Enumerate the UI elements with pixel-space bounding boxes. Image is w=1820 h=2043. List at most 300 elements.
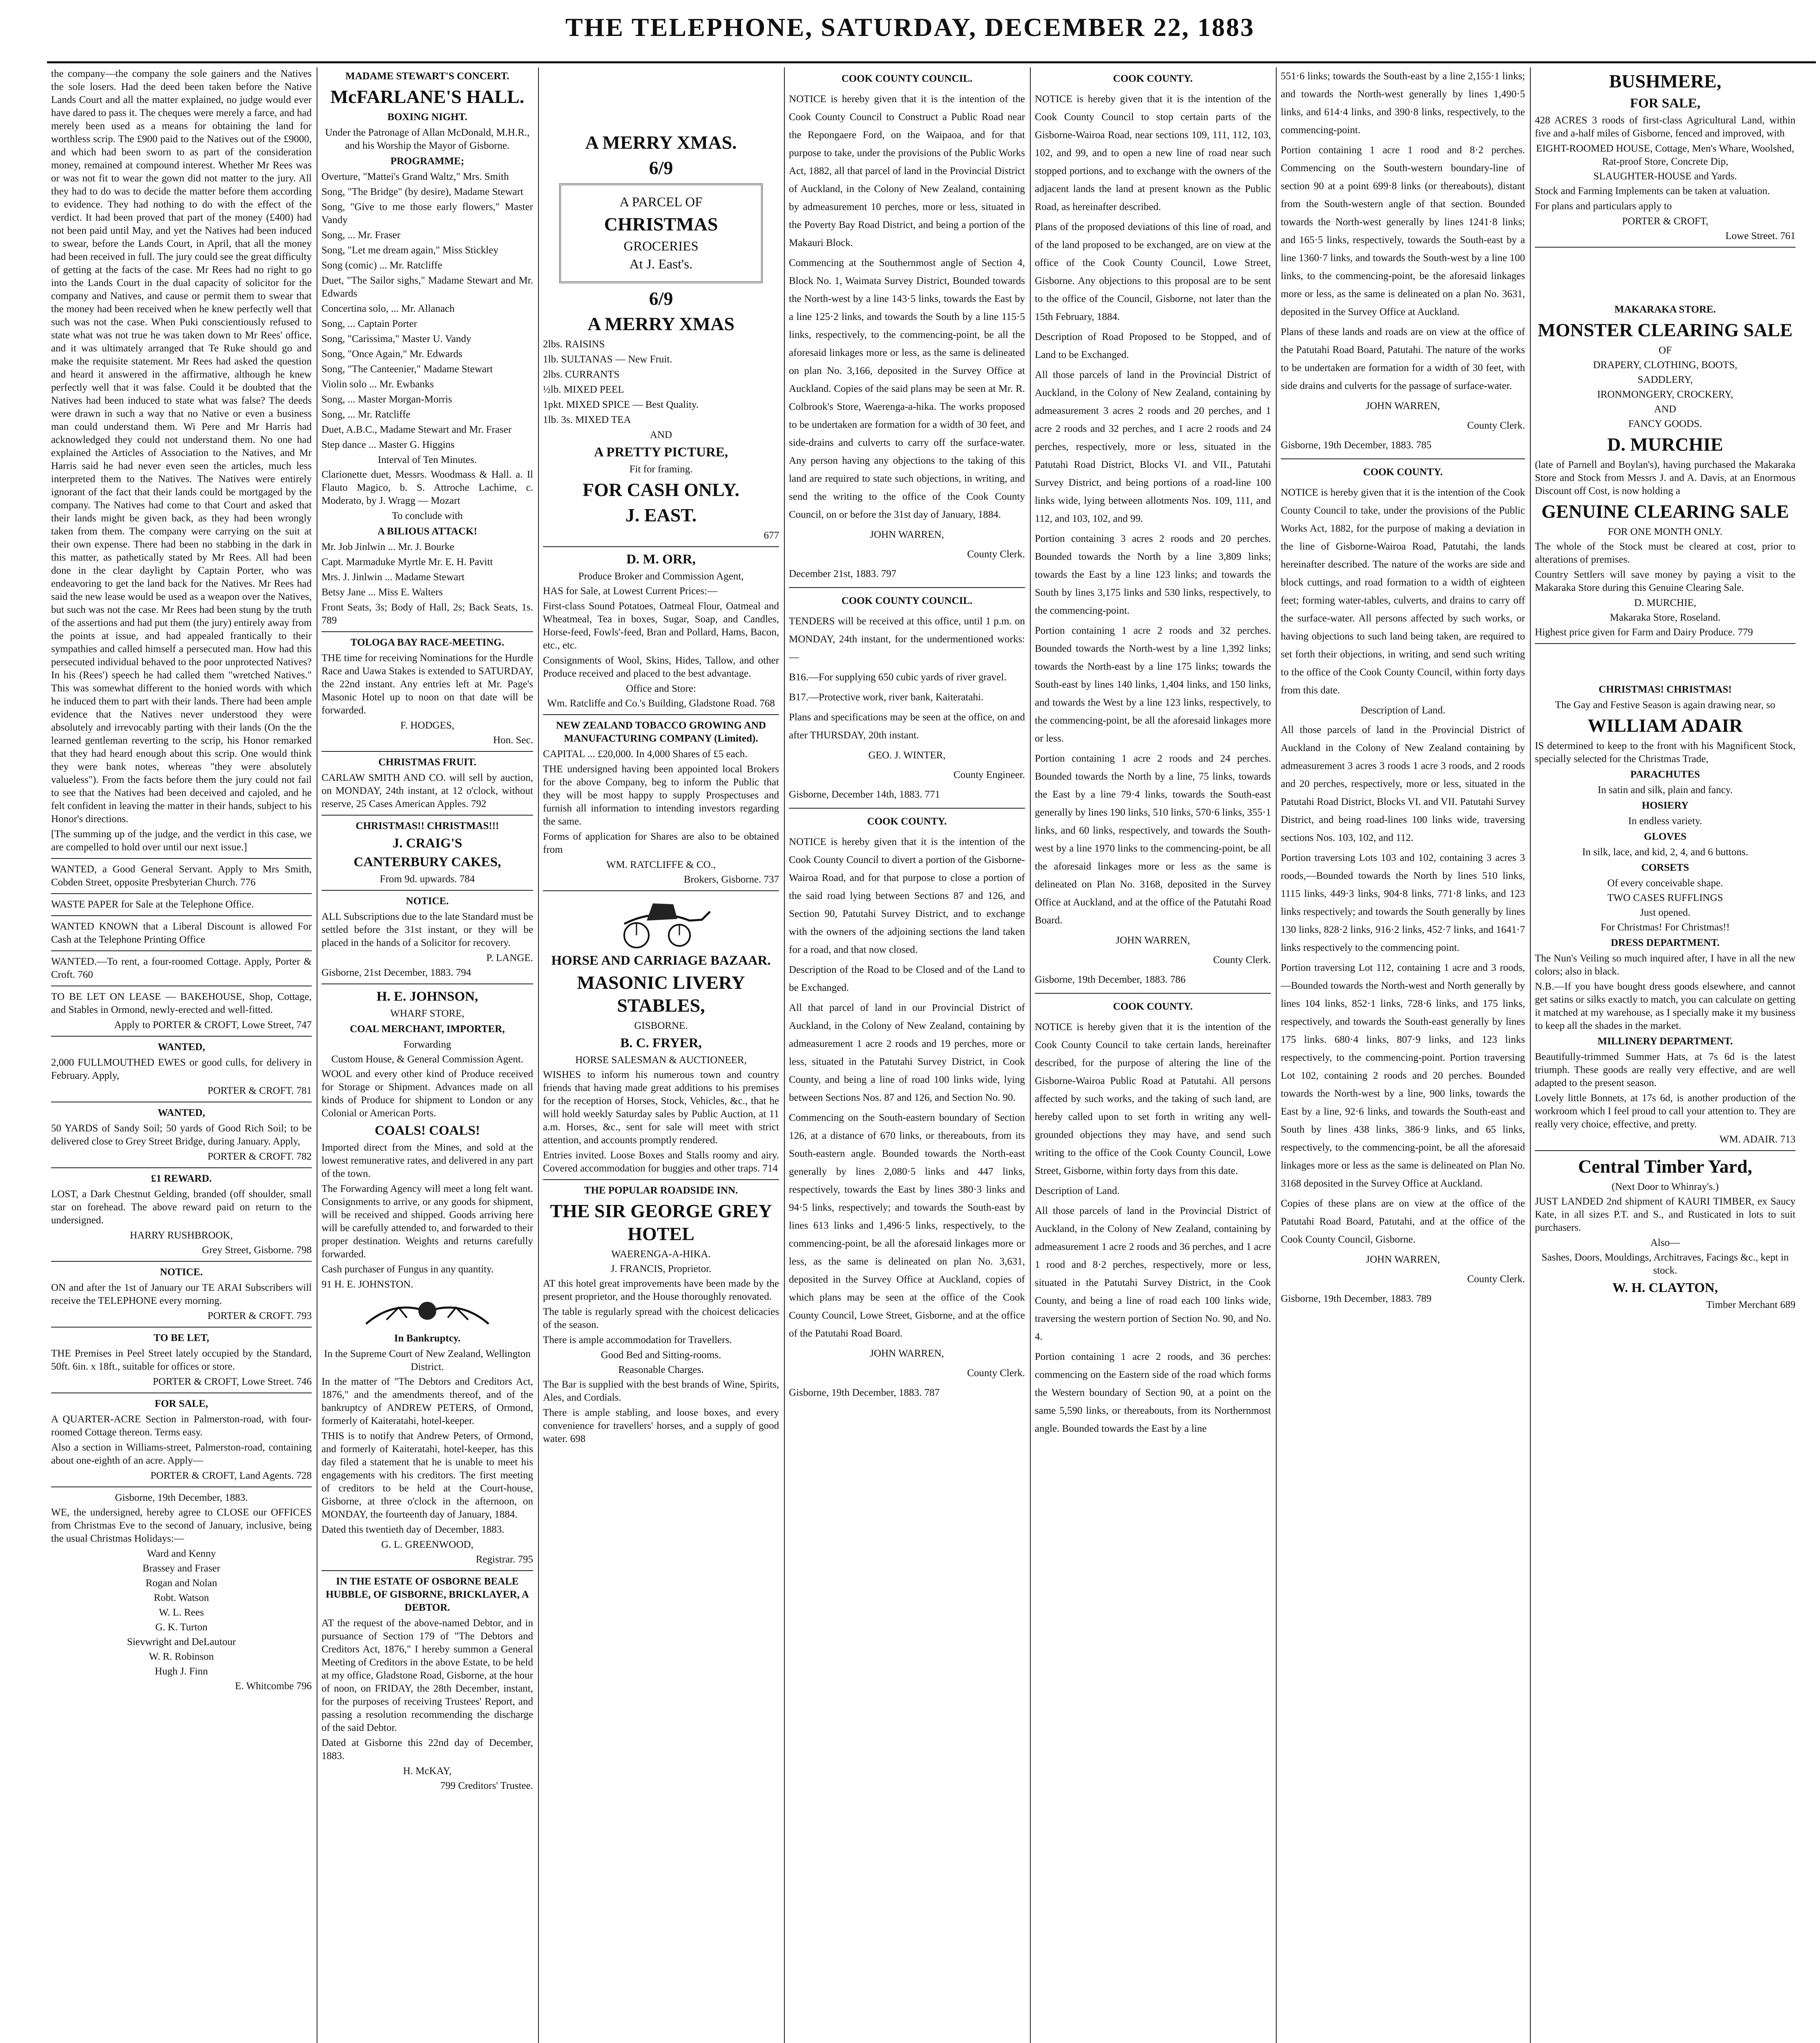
ad-signature: Hon. Sec. [493, 735, 533, 746]
ad-text: Entries invited. Loose Boxes and Stalls roomy and airy. Covered accommodation for buggies and other traps. 714 [543, 1150, 779, 1174]
ad-text: All those parcels of land in the Provincial District of Auckland, in the Colony of New Zealand, containing by admeasurement 3 acres 2 roods and 20 perches, and 1 acre 2 roods and 32 perches, and 1 acre 2 roods and 24 perches, respectively, more or less, situated in the Patutahi Road District, Blocks VI. and VII., Patutahi Survey District, and being portions of a road-line 100 links wide, lying between allotments Nos. 109, 111, and 112, and 103, 102, and 99. [1035, 369, 1271, 524]
ad-text: B17.—Protective work, river bank, Kaiteratahi. [789, 692, 984, 703]
ad-heading: COOK COUNTY COUNCIL. [841, 73, 973, 84]
ad-text: Gisborne, 19th December, 1883. 789 [1281, 1293, 1432, 1304]
ad-heading: IN THE ESTATE OF OSBORNE BEALE HUBBLE, OF GISBORNE, BRICKLAYER, A DEBTOR. [326, 1576, 529, 1613]
ad-text: All that parcel of land in our Provincial District of Auckland, in the Colony of New Zealand, containing by admeasurement 1 acre 2 roods and 19 perches, more or less, situated in the Patutahi Survey District, in Cook County, and being a line of road 100 links wide, lying between Sections Nos. 87 and 126, and Section No. 90. [789, 1002, 1025, 1103]
ad-text: Sievwright and DeLautour [127, 1636, 236, 1647]
ad-text: D. MURCHIE, [1634, 597, 1697, 608]
ad-text: Description of Land. [1035, 1185, 1120, 1196]
ad-text: The Gay and Festive Season is again drawing near, so [1555, 700, 1775, 711]
ad-signature: Apply to PORTER & CROFT, Lowe Street, 747 [114, 1019, 312, 1030]
ad-text: Portion traversing Lots 103 and 102, containing 3 acres 3 roods,—Bounded towards the North by lines 510 links, 1115 links, 449·3 links, 904·8 links, 771·8 links, and 123 links respectively; and towards the South generally by lines 130 links, 828·2 links, 916·2 links, 452·7 links, and 1641·7 links respectively to the commencing point. [1281, 852, 1525, 953]
ad-text: For Christmas! For Christmas!! [1601, 922, 1730, 933]
column-rule [1535, 643, 1795, 644]
ad-text: Clarionette duet, Messrs. Woodmass & Hall. a. Il Flauto Magico, b. S. Attroche Lachime, c. Moderato, by J. Wragg — Mozart [322, 469, 533, 506]
ad-heading: MONSTER CLEARING SALE [1538, 320, 1793, 340]
ad-text: Gisborne, 19th December, 1883. [115, 1492, 248, 1503]
ad-heading: CORSETS [1641, 862, 1689, 873]
ad-text: Hugh J. Finn [155, 1666, 208, 1677]
ad-heading: CHRISTMAS! CHRISTMAS! [1599, 684, 1732, 695]
ad-heading: MILLINERY DEPARTMENT. [1597, 1036, 1733, 1047]
christmas-parcel-box [559, 183, 763, 283]
ad-text: NOTICE is hereby given that it is the intention of the Cook County Council to take certain lands, hereinafter described, for the purpose of altering the line of the Gisborne-Wairoa Public Road at Patutahi. All persons affected by such works, and the taking of such land, are hereby called upon to set forth in writing any well-grounded objections they may have, and send such writing to the office of the Cook County Council, Lowe Street, Gisborne, within forty days from this date. [1035, 1022, 1271, 1176]
ad-text: Custom House, & General Commission Agent. [331, 1054, 524, 1065]
ad-text: 2lbs. RAISINS [543, 339, 605, 350]
ad-text: Stock and Farming Implements can be taken at valuation. [1535, 186, 1770, 197]
ad-heading: MAKARAKA STORE. [1614, 304, 1716, 315]
ad-text: Description of Land. [1360, 705, 1445, 716]
ad-text: NOTICE is hereby given that it is the intention of the Cook County Council to Construct a Public Road near the Repongaere Ford, on the Waipaoa, and for that purpose to take, under the provisions of the Public Works Act, 1882, all that parcel of land in the Provincial District of Auckland, in the Colony of New Zealand, containing by admeasurement 10 perches, more or less, situated in the Poverty Bay Road District, and being a portion of the Makauri Block. [789, 94, 1025, 248]
ad-text: GEO. J. WINTER, [868, 750, 946, 761]
ad-text: WASTE PAPER for Sale at the Telephone Office. [51, 899, 254, 910]
ad-text: Plans of the proposed deviations of this line of road, and of the land proposed to be exchanged, are on view at the office of the Cook County Council, Lowe Street, Gisborne. Any objections to this proposal are to be sent to the office of the Council, Gisborne, not later than the 15th February, 1884. [1035, 221, 1271, 322]
ad-text: Violin solo ... Mr. Ewbanks [322, 379, 434, 390]
ad-text: Song, ... Captain Porter [322, 318, 418, 329]
ad-text: Mrs. J. Jinlwin ... Madame Stewart [322, 572, 464, 583]
ad-text: WAERENGA-A-HIKA. [611, 1249, 711, 1260]
ad-text: TO BE LET ON LEASE — BAKEHOUSE, Shop, Cottage, and Stables in Ormond, newly-erected and well-fitted. [51, 991, 312, 1015]
ad-text: Makaraka Store, Roseland. [1610, 612, 1721, 623]
ad-signature: PORTER & CROFT. 782 [207, 1151, 312, 1162]
ad-heading: 6/9 [649, 157, 673, 178]
ad-signature: County Clerk. [967, 1368, 1025, 1379]
ad-text: Interval of Ten Minutes. [377, 454, 477, 465]
column-rule [51, 915, 312, 916]
ad-text: NOTICE is hereby given that it is the intention of the Cook County Council to stop certain parts of the Gisborne-Wairoa Road, near sections 109, 111, 112, 103, 102, and 99, and to open a new line of road near such stopped portions, and to exchange with the owners of the adjacent lands the land at present known as the Public Road, as hereinafter described. [1035, 94, 1271, 212]
column-rule [51, 893, 312, 894]
column-rule [322, 1570, 533, 1571]
ad-text: DRAPERY, CLOTHING, BOOTS, [1593, 360, 1737, 371]
ad-text: GISBORNE. [634, 1020, 688, 1031]
ad-text: JOHN WARREN, [1366, 1254, 1440, 1265]
ad-text: Lovely little Bonnets, at 17s 6d, is another production of the workroom which I feel proud to call your attention to. They are really very choice, effective, and pretty. [1535, 1093, 1795, 1130]
column-4 [785, 67, 1031, 2043]
column-rule [543, 890, 779, 891]
ad-heading: A PRETTY PICTURE, [594, 445, 728, 460]
ad-signature: P. LANGE. [486, 952, 533, 963]
column-rule [51, 1486, 312, 1487]
ad-heading: COOK COUNTY. [867, 816, 947, 827]
ad-text: In endless variety. [1628, 816, 1702, 827]
ad-text: Portion traversing Lot 112, containing 1 acre and 3 roods,—Bounded towards the North-west and North generally by lines 104 links, 852·1 links, 728·6 links, and 175 links, respectively, and towards the South-east generally by lines 175 links. 680·4 links, 807·9 links, and 123 links respectively, to the commencing-point. Portion traversing Lot 102, containing 2 roods and 20 perches. Bounded towards the North-west by a line, 900 links, towards the East by a line, 92·6 links, and towards the South-east and South by lines 438 links, 386·9 links, and 65 links, respectively, to the commencing-point, be all the aforesaid linkages more or less as the same is delineated on Plan No. 3168 deposited in the Survey Office at Auckland. [1281, 962, 1525, 1189]
ad-text: the company—the company the sole gainers and the Natives the sole losers. Had the deed been taken before the Native Lands Court and all the matter explained, no judge would ever have dared to pass it. The cheques were merely a farce, and had merely been used as a means for obtaining the land for worthless scrip. The £900 paid to the Natives out of the £9000, and which had been sworn to as part of the consideration money, remained at compound interest. Whether Mr Rees was or was not fit to wear the gown did not matter to the jury. All they had to do was to decide the matter before them according to evidence. They had nothing to do with the effect of the verdict. It had been proved that part of the money (£400) had not been paid until May, and yet the Natives had been induced to swear, before the Lands Court, in April, that all the money had been received in full. The jury could see the great difficulty of getting at the facts of the case. Mr Rees had no right to go into the Lands Court in the dual capacity of solicitor for the company and Natives, and cause or permit them to swear that the money had been received when he knew perfectly well that such was not the case. When Puki conscientiously refused to state what was not true he was taken down to Mr Rees' office, and it was ultimately arranged that Te Ruke should go and make the requisite statement. Mr Rees had asked the question and heard it answered in the affirmative, although he knew perfectly well that it was false. Could it be doubted that the Natives had been induced to state what was false? The deeds were drawn in such a way that no Native or even a business man could understand them. Wi Pere and Mr Harris had acknowledged they could not understand them. No one had explained the Articles of Association to the Natives, and Mr Harris said he had never even seen the articles, much less interpreted them to the Natives. The Natives were entirely ignorant of the fact that their lands could be mortgaged by the company. The Natives had come to that Court and asked that their lands might be given back, as they had been wrongly taken from them. The company were carrying on the suit at their own expense. There had been no stabbing in the dark in this matter, as pathetically stated by Mr Rees. All had been done in the clear daylight by Captain Porter, who was endeavoring to get the land back for the Natives. Mr Rees had said the new lease would be used as a weapon over the Natives, but such was not the case. Mr Rees had been stung by the truth of the assertions and had put them (the jury) entirely away from the points at issue, and had appealed frantically to their sympathies and called himself a persecuted man. How had this persecuted individual behaved to the poor unprotected Natives? In his (Rees') speech he had called them "wretched Natives." This was somewhat different to the honied words with which he induced them to part with their lands. There had been ample evidence that the Natives never understood they were absolutely and irrevocably parting with their lands (On the the learned gentleman reverting to the scrip, his Honor remarked that they had heard enough about this scrip. One would think they were bank notes, whereas "they were absolutely valueless"). From the facts before them the jury could not fail to see that the Natives had been deceived and cajoled, and he felt confident in leaving the matter in their hands, subject to his Honor's directions. [51, 68, 312, 825]
column-rule [1035, 993, 1271, 994]
ad-text: Also— [1650, 1237, 1680, 1248]
ad-text: Duet, "The Sailor sighs," Madame Stewart and Mr. Edwards [322, 275, 533, 299]
ad-text: NOTICE is hereby given that it is the intention of the Cook County Council to divert a portion of the Gisborne-Wairoa Road, and for that purpose to close a portion of the said road lying between Sections 87 and 126, and Section 90, Patutahi Survey District, and to exchange with the owners of the adjoining sections the land taken for a road, and that now closed. [789, 836, 1025, 955]
ad-text: In the Supreme Court of New Zealand, Wellington District. [324, 1348, 531, 1372]
ad-signature: Lowe Street. 761 [1725, 230, 1795, 241]
ad-text: JOHN WARREN, [1116, 935, 1190, 946]
ad-text: Commencing at the Southernmost angle of Section 4, Block No. 1, Waimata Survey District, Bounded towards the North-west by a line 143·5 links, towards the East by a line 125·2 links, and towards the South by a line 115·5 links, respectively, to the commencing-point, be all the aforesaid linkages more or less, as the same is delineated on plan No. 3,166, deposited in the Survey Office at Auckland. Copies of the said plans may be seen at Mr. R. Colbrook's Store, Waerenga-a-hika. The works proposed to be undertaken are formation for a width of 30 feet, and side-drains and culverts to carry off the surface-water. Any person having any objections to the taking of this land are required to state such objections, in writing, and send the writing to the office of the Cook County Council, on or before the 31st day of January, 1884. [789, 257, 1025, 520]
ad-signature: PORTER & CROFT. 793 [207, 1310, 312, 1321]
ad-text: 1pkt. MIXED SPICE — Best Quality. [543, 399, 699, 410]
ad-heading: FOR SALE, [1630, 96, 1701, 111]
ad-text: Duet, A.B.C., Madame Stewart and Mr. Fraser [322, 424, 512, 435]
ad-heading: CHRISTMAS FRUIT. [378, 757, 476, 768]
ad-text: WANTED, a Good General Servant. Apply to Mrs Smith, Cobden Street, opposite Presbyterian Church. 776 [51, 864, 312, 888]
ad-heading: D. M. ORR, [626, 552, 696, 567]
ad-text: Description of Road Proposed to be Stopped, and of Land to be Exchanged. [1035, 331, 1271, 360]
ad-heading: NOTICE. [160, 1267, 203, 1278]
ad-text: Commencing on the South-eastern boundary of Section 126, at a distance of 670 links, or thereabouts, from its South-eastern angle. Bounded towards the North-east generally by lines 2,080·5 links and 447 links, respectively, towards the East by lines 380·3 links and 94·5 links, respectively; and towards the South-east by lines 613 links and 1,496·5 links, respectively, to the commencing-point, be all the aforesaid linkages more or less, as the same is delineated on plan No. 3,631, deposited in the Survey Office at Auckland, copies of which plans may be seen at the office of the Cook County Council, Lowe Street, Gisborne, and at the office of the Patutahi Road Board. [789, 1112, 1025, 1339]
ad-text: Sashes, Doors, Mouldings, Architraves, Facings &c., kept in stock. [1541, 1252, 1789, 1276]
ad-heading: PARACHUTES [1630, 769, 1700, 780]
ad-text: 551·6 links; towards the South-east by a line 2,155·1 links; and towards the North-west generally by lines 1,490·5 links, and 614·4 links, and 390·8 links, respectively, to the commencing-point. [1281, 71, 1525, 136]
ad-text: CARLAW SMITH AND CO. will sell by auction, on MONDAY, 24th instant, at 12 o'clock, without reserve, 25 Cases American Apples. 792 [322, 772, 533, 809]
ad-text: The Bar is supplied with the best brands of Wine, Spirits, Ales, and Cordials. [543, 1379, 779, 1403]
ad-text: The whole of the Stock must be cleared at cost, prior to alterations of premises. [1535, 541, 1795, 565]
ad-text: ON and after the 1st of January our TE ARAI Subscribers will receive the TELEPHONE every morning. [51, 1282, 312, 1306]
ad-signature: County Clerk. [967, 549, 1025, 560]
ad-text: Of every conceivable shape. [1607, 878, 1723, 889]
ad-text: G. K. Turton [155, 1622, 208, 1633]
ad-text: Plans of these lands and roads are on view at the office of the Patutahi Road Board, Patutahi. The nature of the works to be undertaken are formation for a width of 30 feet, with side drains and culverts for the passage of surface-water. [1281, 326, 1525, 391]
ad-text: Ward and Kenny [147, 1548, 216, 1559]
ad-text: Song (comic) ... Mr. Ratcliffe [322, 260, 442, 271]
ad-signature: Timber Merchant 689 [1706, 1299, 1795, 1310]
column-7 [1531, 67, 1800, 2043]
ad-text: Portion containing 1 acre 2 roods and 32 perches. Bounded towards the North-west by a line 1,392 links; towards the North-east by a line 175 links; towards the South-east by lines 140 links, 1,404 links, and 150 links, and towards the West by a line 123 links, respectively, to the commencing-point, be all the aforesaid linkages more or less. [1035, 625, 1271, 744]
ad-heading: HORSE AND CARRIAGE BAZAAR. [551, 953, 771, 968]
ad-text: WHARF STORE, [390, 1008, 464, 1019]
ad-text: Portion containing 1 acre 1 rood and 8·2 perches. Commencing on the South-western boundary-line of section 90 at a point 699·8 links (or thereabouts), distant from the South-western angle of that section. Bounded towards the North-west generally by lines 1241·8 links; and 165·5 links, respectively, towards the South-east by a line 1360·7 links, and towards the South-west by a line 100 links, to the commencing-point, be the aforesaid linkages more or less, as the same is delineated on a plan No. 3631, deposited in the Survey Office at Auckland. [1281, 145, 1525, 317]
ad-signature: Registrar. 795 [476, 1554, 533, 1565]
column-rule [51, 1036, 312, 1037]
ad-text: Step dance ... Master G. Higgins [322, 439, 455, 450]
ad-heading: CHRISTMAS!! CHRISTMAS!!! [355, 820, 499, 832]
column-rule [322, 751, 533, 752]
ad-text: The Forwarding Agency will meet a long felt want. Consignments to arrive, or any goods for shipment, will be received and shipped. Goods arriving here will be carefully attended to, and forwarded to their proper destination. Weights and returns carefully forwarded. [322, 1183, 533, 1260]
ad-text: THE Premises in Peel Street lately occupied by the Standard, 50ft. 6in. x 18ft., suitable for offices or store. [51, 1348, 312, 1372]
ad-text: G. L. GREENWOOD, [381, 1539, 473, 1550]
ad-text: HARRY RUSHBROOK, [130, 1230, 233, 1241]
ad-text: AND [1654, 404, 1677, 415]
ad-text: [The summing up of the judge, and the verdict in this case, we are compelled to hold over until our next issue.] [51, 829, 312, 853]
ad-signature: County Engineer. [954, 769, 1025, 780]
ad-text: Concertina solo, ... Mr. Allanach [322, 303, 455, 314]
ad-text: 91 H. E. JOHNSTON. [322, 1279, 413, 1290]
ad-heading: McFARLANE'S HALL. [330, 86, 525, 107]
ad-text: Forwarding [403, 1039, 451, 1050]
ad-heading: GENUINE CLEARING SALE [1541, 501, 1789, 522]
ad-text: Brassey and Fraser [142, 1563, 221, 1574]
ad-text: WE, the undersigned, hereby agree to CLOSE our OFFICES from Christmas Eve to the second of January, inclusive, being the usual Christmas Holidays:— [51, 1507, 312, 1544]
ad-text: WOOL and every other kind of Produce received for Storage or Shipment. Advances made on all kinds of Produce for shipment to London or any Colonial or American Ports. [322, 1068, 533, 1119]
ad-text: Office and Store: [626, 683, 696, 694]
ad-signature: Grey Street, Gisborne. 798 [202, 1245, 312, 1256]
ad-text: There is ample stabling, and loose boxes, and every convenience for travellers' horses, and a supply of good water. 698 [543, 1407, 779, 1444]
ad-text: All those parcels of land in the Provincial District of Auckland, in the Colony of New Zealand, containing by admeasurement 1 acre 2 roods and 36 perches, and 1 acre 1 rood and 8·2 perches, respectively, more or less, situated in the Patutahi Survey District, in the Cook County, and being a line of road each 100 links wide, traversing the western portion of Section No. 90, and No. 4. [1035, 1205, 1271, 1342]
ad-heading: WANTED, [158, 1107, 205, 1118]
ad-text: TWO CASES RUFFLINGS [1607, 892, 1723, 903]
ad-text: Gisborne, December 14th, 1883. 771 [789, 789, 940, 800]
column-rule [543, 546, 779, 547]
ad-heading: MASONIC LIVERY STABLES, [577, 972, 745, 1016]
ad-heading: THE POPULAR ROADSIDE INN. [584, 1185, 738, 1196]
ad-text: Capt. Marmaduke Myrtle Mr. E. H. Pavitt [322, 557, 493, 568]
column-rule [789, 808, 1025, 809]
ad-heading: DRESS DEPARTMENT. [1610, 937, 1720, 948]
ad-text: F. HODGES, [400, 720, 455, 731]
ad-signature: WM. ADAIR. 713 [1719, 1134, 1795, 1145]
box-line: GROCERIES [623, 239, 699, 254]
ad-heading: WILLIAM ADAIR [1588, 715, 1743, 736]
ad-text: Gisborne, 19th December, 1883. 787 [789, 1387, 940, 1398]
ad-text: 428 ACRES 3 roods of first-class Agricultural Land, within five and a-half miles of Gisborne, fenced and improved, with [1535, 115, 1795, 139]
ad-text: Also a section in Williams-street, Palmerston-road, containing about one-eighth of an acre. Apply— [51, 1442, 312, 1466]
ad-heading: 6/9 [649, 288, 673, 309]
ad-text: ½lb. MIXED PEEL [543, 384, 624, 395]
ad-heading: A MERRY XMAS. [585, 132, 737, 153]
ad-text: Forms of application for Shares are also to be obtained from [543, 831, 779, 855]
ad-text: Beautifully-trimmed Summer Hats, at 7s 6d is the latest triumph. These goods are really very effective, and are well adapted to the present season. [1535, 1051, 1795, 1089]
ad-heading: £1 REWARD. [151, 1173, 212, 1184]
ad-text: JOHN WARREN, [1366, 400, 1440, 411]
ad-text: Produce Broker and Commission Agent, [578, 571, 744, 582]
ad-text: Wm. Ratcliffe and Co.'s Building, Gladstone Road. 768 [547, 698, 775, 709]
ad-text: There is ample accommodation for Travellers. [543, 1334, 732, 1346]
ad-text: SADDLERY, [1637, 374, 1693, 385]
ad-text: TENDERS will be received at this office, until 1 p.m. on MONDAY, 24th instant, for the undermentioned works:— [789, 616, 1025, 663]
ad-text: AT this hotel great improvements have been made by the present proprietor, and the House thoroughly renovated. [543, 1278, 779, 1302]
ad-text: Consignments of Wool, Skins, Hides, Tallow, and other Produce received and placed to the best advantage. [543, 655, 779, 679]
ad-heading: B. C. FRYER, [620, 1036, 702, 1051]
box-line: A PARCEL OF [619, 195, 703, 210]
ad-signature: E. Whitcombe 796 [235, 1681, 312, 1692]
ad-text: THE time for receiving Nominations for the Hurdle Race and Uawa Stakes is extended to SATURDAY, the 22nd instant. Any entries left at Mr. Page's Masonic Hotel up to noon on that date will be forwarded. [322, 653, 533, 716]
masthead: THE TELEPHONE, SATURDAY, DECEMBER 22, 1883 [565, 13, 1255, 42]
column-6 [1277, 67, 1531, 2043]
ad-heading: In Bankruptcy. [394, 1333, 461, 1344]
ad-text: N.B.—If you have bought dress goods elsewhere, and cannot get satins or silks exactly to match, you can calculate on getting it matched at my warehouse, as I specially make it my business to keep all the shades in the market. [1535, 981, 1795, 1031]
ad-heading: FOR CASH ONLY. [583, 479, 739, 500]
ad-text: Under the Patronage of Allan McDonald, M.H.R., and his Worship the Mayor of Gisborne. [325, 127, 530, 151]
ad-text: THIS is to notify that Andrew Peters, of Ormond, and formerly of Kaiteratahi, hotel-keeper, has this day filed a statement that he is unable to meet his engagements with his creditors. The first meeting of creditors to be held at the Court-house, Gisborne, at three o'clock in the afternoon, on MONDAY, the fourteenth day of January, 1884. [322, 1431, 533, 1520]
ad-text: JOHN WARREN, [870, 529, 944, 540]
ad-text: WISHES to inform his numerous town and country friends that having made great additions to his premises for the reception of Horses, Stock, Vehicles, &c., that he will hold weekly Saturday sales by Public Auction, at 11 a.m. Horses, &c., sent for sale will meet with strict attention, and accounts promptly rendered. [543, 1069, 779, 1146]
ad-signature: County Clerk. [1467, 1274, 1525, 1285]
ad-text: Rogan and Nolan [145, 1578, 217, 1589]
column-3 [539, 67, 785, 2043]
column-rule [322, 815, 533, 816]
ad-heading: CANTERBURY CAKES, [353, 855, 501, 870]
ad-text: THE undersigned having been appointed local Brokers for the above Company, beg to inform the Public that they will be most happy to supply Prospectuses and furnish all information to intending investors regarding the same. [543, 764, 779, 827]
ad-text: HAS for Sale, at Lowest Current Prices:— [543, 586, 718, 597]
ad-text: OF [1659, 345, 1672, 356]
column-rule [322, 890, 533, 891]
ad-heading: J. EAST. [625, 505, 697, 525]
ad-text: The table is regularly spread with the choicest delicacies of the season. [543, 1306, 779, 1330]
ad-text: Highest price given for Farm and Dairy Produce. 779 [1535, 627, 1753, 638]
ad-heading: COAL MERCHANT, IMPORTER, [350, 1024, 505, 1035]
ad-text: 1lb. 3s. MIXED TEA [543, 414, 631, 425]
ad-text: Plans and specifications may be seen at the office, on and after THURSDAY, 20th instant. [789, 712, 1025, 741]
box-line: At J. East's. [629, 257, 693, 272]
ad-text: W. L. Rees [159, 1607, 204, 1618]
ad-text: Country Settlers will save money by paying a visit to the Makaraka Store during this Genuine Clearing Sale. [1535, 569, 1795, 593]
ad-text: B16.—For supplying 650 cubic yards of river gravel. [789, 672, 1007, 683]
masthead-rule [47, 61, 1816, 63]
ad-text: Portion containing 1 acre 2 roods and 24 perches. Bounded towards the North by a line, 75 links, towards the East by a line 79·4 links, towards the South-east generally by lines 190 links, 510 links, 570·6 links, 355·1 links, and 60 links, respectively, and towards the South-west by a line 1970 links to the commencing-point, be all the aforesaid linkages more or less as the same is delineated on Plan No. 3168, deposited in the Survey Office at Auckland, and at the office of the Patutahi Road Board. [1035, 753, 1271, 926]
ad-text: Reasonable Charges. [618, 1364, 704, 1375]
ad-heading: COOK COUNTY. [1363, 467, 1443, 478]
ad-text: WANTED.—To rent, a four-roomed Cottage. Apply, Porter & Croft. 760 [51, 956, 312, 980]
column-rule [789, 587, 1025, 588]
spacer [1535, 648, 1795, 681]
ad-heading: J. CRAIG'S [392, 836, 462, 851]
ad-text: 1lb. SULTANAS — New Fruit. [543, 354, 672, 365]
ad-heading: BUSHMERE, [1609, 71, 1722, 92]
ad-signature: 677 [764, 530, 779, 541]
ad-text: Song, ... Mr. Fraser [322, 230, 401, 241]
ad-text: Song, ... Mr. Ratcliffe [322, 409, 411, 420]
ad-text: FOR ONE MONTH ONLY. [1608, 526, 1723, 537]
column-rule [543, 714, 779, 715]
ad-heading: COOK COUNTY. [1113, 1001, 1193, 1012]
ad-heading: PROGRAMME; [390, 156, 464, 167]
ad-text: Front Seats, 3s; Body of Hall, 2s; Back Seats, 1s. 789 [322, 602, 533, 626]
column-rule [51, 1167, 312, 1168]
ad-text: Song, "Carissima," Master U. Vandy [322, 333, 471, 344]
ad-text: LOST, a Dark Chestnut Gelding, branded (off shoulder, small star on forehead. The above reward paid on return to the undersigned. [51, 1189, 312, 1226]
ad-signature: PORTER & CROFT, Land Agents. 728 [150, 1470, 312, 1481]
carriage-illustration [543, 895, 779, 948]
spacer [543, 67, 779, 129]
ad-text: For plans and particulars apply to [1535, 201, 1672, 212]
ad-signature: County Clerk. [1467, 420, 1525, 431]
column-1 [47, 67, 317, 2043]
ad-text: First-class Sound Potatoes, Oatmeal Flour, Oatmeal and Wheatmeal, Tea in boxes, Sugar, Soap, and Candles, Horse-feed, Fowls'-feed, Bran and Pollard, Hams, Bacon, etc., etc. [543, 601, 779, 651]
ad-signature: PORTER & CROFT, Lowe Street. 746 [152, 1376, 312, 1387]
ad-text: In the matter of "The Debtors and Creditors Act, 1876," and the amendments thereof, and of the bankruptcy of ANDREW PETERS, of Ormond, formerly of Kaiteratahi, hotel-keeper. [322, 1376, 533, 1426]
column-2 [317, 67, 539, 2043]
column-rule [51, 950, 312, 951]
ad-text: Gisborne, 21st December, 1883. 794 [322, 967, 471, 978]
ad-text: J. FRANCIS, Proprietor. [610, 1263, 712, 1274]
ad-text: Cash purchaser of Fungus in any quantity. [322, 1264, 494, 1275]
royal-crest-illustration [322, 1295, 533, 1328]
column-rule [543, 1179, 779, 1180]
ad-text: JUST LANDED 2nd shipment of KAURI TIMBER, ex Saucy Kate, in all sizes P.T. and S., and Rusticated in lots to suit purchasers. [1535, 1196, 1795, 1233]
ad-heading: COOK COUNTY COUNCIL. [841, 595, 973, 606]
ad-heading: D. MURCHIE [1607, 434, 1723, 455]
column-5 [1031, 67, 1277, 2043]
ad-text: Good Bed and Sitting-rooms. [601, 1350, 721, 1361]
ad-text: Portion containing 3 acres 2 roods and 20 perches. Bounded towards the North by a line 3,809 links; towards the East by a line 123 links; and towards the South by lines 3,175 links and 530 links, respectively, to the commencing-point. [1035, 533, 1271, 616]
ad-text: The Nun's Veiling so much inquired after, I have in all the new colors; also in black. [1535, 953, 1795, 977]
ad-text: Portion containing 1 acre 2 roods, and 36 perches: commencing on the Eastern side of the road which forms the Western boundary of Section 90, at a point on the same 5,590 links, or thereabouts, from its Northernmost angle. Bounded towards the East by a line [1035, 1351, 1271, 1434]
ad-text: WM. RATCLIFFE & CO., [606, 859, 716, 870]
ad-text: NOTICE is hereby given that it is the intention of the Cook County Council to take, under the provisions of the Public Works Act, 1882, for the purpose of making a deviation in the line of Gisborne-Wairoa Road, Patutahi, the lands hereinafter described. The nature of the works are side and block cuttings, and road formation to a width of eighteen feet; forming water-tables, culverts, and drains to carry off the surface-water. All persons affected by such works, or having objections to such land being taken, are required to set forth their objections, in writing, and send such writing to the office of the Cook County Council, within forty days from this date. [1281, 487, 1525, 696]
ad-text: 2,000 FULLMOUTHED EWES or good culls, for delivery in February. Apply, [51, 1057, 312, 1081]
ad-text: Dated at Gisborne this 22nd day of December, 1883. [322, 1737, 533, 1761]
ad-heading: NOTICE. [406, 896, 449, 907]
ad-heading: TOLOGA BAY RACE-MEETING. [350, 637, 505, 648]
ad-text: PORTER & CROFT, [1622, 216, 1708, 227]
ad-text: IS determined to keep to the front with his Magnificent Stock, specially selected for the Christmas Trade, [1535, 740, 1795, 764]
ad-text: Song, "Let me dream again," Miss Stickley [322, 245, 498, 256]
ad-text: Mr. Job Jinlwin ... Mr. J. Bourke [322, 541, 455, 552]
ad-text: Description of the Road to be Closed and of the Land to be Exchanged. [789, 964, 1025, 993]
ad-heading: W. H. CLAYTON, [1612, 1281, 1718, 1295]
column-rule [51, 1327, 312, 1328]
ad-text: Gisborne, 19th December, 1883. 785 [1281, 440, 1432, 451]
ad-signature: County Clerk. [1213, 954, 1271, 966]
ad-heading: A MERRY XMAS [587, 313, 735, 334]
ad-text: Imported direct from the Mines, and sold at the lowest remunerative rates, and delivered in any part of the town. [322, 1142, 533, 1179]
ad-text: CAPITAL ... £20,000. In 4,000 Shares of £5 each. [543, 749, 748, 760]
ad-signature: PORTER & CROFT. 781 [207, 1085, 312, 1096]
ad-signature: Brokers, Gisborne. 737 [683, 874, 779, 885]
ad-text: ALL Subscriptions due to the late Standard must be settled before the 31st instant, or they will be placed in the hands of a Solicitor for recovery. [322, 911, 533, 948]
ad-text: FANCY GOODS. [1628, 418, 1702, 429]
ad-text: Just opened. [1640, 907, 1690, 918]
box-line: CHRISTMAS [604, 214, 718, 235]
ad-text: Fit for framing. [629, 464, 693, 475]
ad-text: HORSE SALESMAN & AUCTIONEER, [575, 1055, 747, 1066]
ad-text: 2lbs. CURRANTS [543, 369, 620, 380]
ad-heading: TO BE LET, [154, 1332, 209, 1343]
ad-text: Overture, "Mattei's Grand Waltz," Mrs. Smith [322, 171, 509, 182]
ad-text: EIGHT-ROOMED HOUSE, Cottage, Men's Whare, Woolshed, Rat-proof Store, Concrete Dip, [1536, 143, 1794, 167]
ad-heading: A BILIOUS ATTACK! [377, 526, 477, 537]
column-rule [322, 631, 533, 632]
ad-heading: H. E. JOHNSON, [376, 989, 478, 1004]
ad-text: 50 YARDS of Sandy Soil; 50 yards of Good Rich Soil; to be delivered close to Grey Street Bridge, during January. Apply, [51, 1123, 312, 1147]
ad-text: Robt. Watson [154, 1592, 209, 1603]
ad-heading: Central Timber Yard, [1578, 1156, 1753, 1177]
spacer [1535, 252, 1795, 301]
column-rule [51, 858, 312, 859]
ad-heading: NEW ZEALAND TOBACCO GROWING AND MANUFACTURING COMPANY (Limited). [556, 720, 766, 744]
ad-text: In silk, lace, and kid, 2, 4, and 6 buttons. [1582, 847, 1749, 858]
ad-text: W. R. Robinson [149, 1651, 214, 1662]
ad-heading: GLOVES [1644, 831, 1687, 842]
ad-text: In satin and silk, plain and fancy. [1597, 785, 1733, 796]
ad-text: Dated this twentieth day of December, 1883. [322, 1524, 505, 1535]
ad-text: AT the request of the above-named Debtor, and in pursuance of Section 179 of "The Debtors and Creditors Act, 1876," I hereby summon a General Meeting of Creditors in the above Estate, to be held at my office, Gladstone Road, Gisborne, at the hour of noon, on FRIDAY, the 28th December, instant, for the purposes of receiving Trustees' Report, and passing a resolution recommending the discharge of the said Debtor. [322, 1618, 533, 1733]
ad-heading: FOR SALE, [154, 1398, 208, 1409]
ad-heading: COOK COUNTY. [1113, 73, 1193, 84]
ad-text: WANTED KNOWN that a Liberal Discount is allowed For Cash at the Telephone Printing Office [51, 921, 312, 945]
ad-text: H. McKAY, [403, 1766, 452, 1777]
ad-signature: 799 Creditors' Trustee. [440, 1780, 533, 1791]
ad-text: From 9d. upwards. 784 [380, 874, 475, 885]
ad-text: Song, "Once Again," Mr. Edwards [322, 349, 462, 360]
ad-text: Song, "Give to me those early flowers," Master Vandy [322, 201, 533, 226]
ad-heading: COALS! COALS! [375, 1123, 480, 1138]
ad-text: AND [650, 429, 672, 440]
ad-text: Betsy Jane ... Miss E. Walters [322, 587, 443, 598]
ad-heading: THE SIR GEORGE GREY HOTEL [550, 1200, 772, 1244]
ad-text: All those parcels of land in the Provincial District of Auckland in the Colony of New Zealand containing by admeasurement 3 acres 3 roods 1 acre 3 roods, and 2 roods and 20 perches, respectively, more or less, situated in the Patutahi Road District, Blocks VI. and VII. Patutahi Survey District, and being road-lines 100 links wide, traversing sections Nos. 103, 102, and 112. [1281, 724, 1525, 843]
ad-text: To conclude with [392, 510, 463, 521]
ad-text: Song, "The Bridge" (by desire), Madame Stewart [322, 186, 523, 197]
ad-text: December 21st, 1883. 797 [789, 568, 897, 579]
ad-text: SLAUGHTER-HOUSE and Yards. [1593, 171, 1737, 182]
column-rule [1535, 247, 1795, 248]
ad-text: Song, "The Canteenier," Madame Stewart [322, 364, 493, 375]
column-rule [51, 1261, 312, 1262]
ad-heading: BOXING NIGHT. [387, 112, 467, 123]
ad-heading: WANTED, [158, 1042, 205, 1053]
ad-heading: MADAME STEWART'S CONCERT. [345, 71, 509, 82]
ad-text: Gisborne, 19th December, 1883. 786 [1035, 974, 1186, 985]
ad-text: Copies of these plans are on view at the office of the Patutahi Road Board, Patutahi, and at the office of the Cook County Council, Gisborne. [1281, 1198, 1525, 1245]
ad-text: (late of Parnell and Boylan's), having purchased the Makaraka Store and Stock from Messrs J. and A. Davis, at an Enormous Discount off Cost, is now holding a [1535, 459, 1795, 496]
